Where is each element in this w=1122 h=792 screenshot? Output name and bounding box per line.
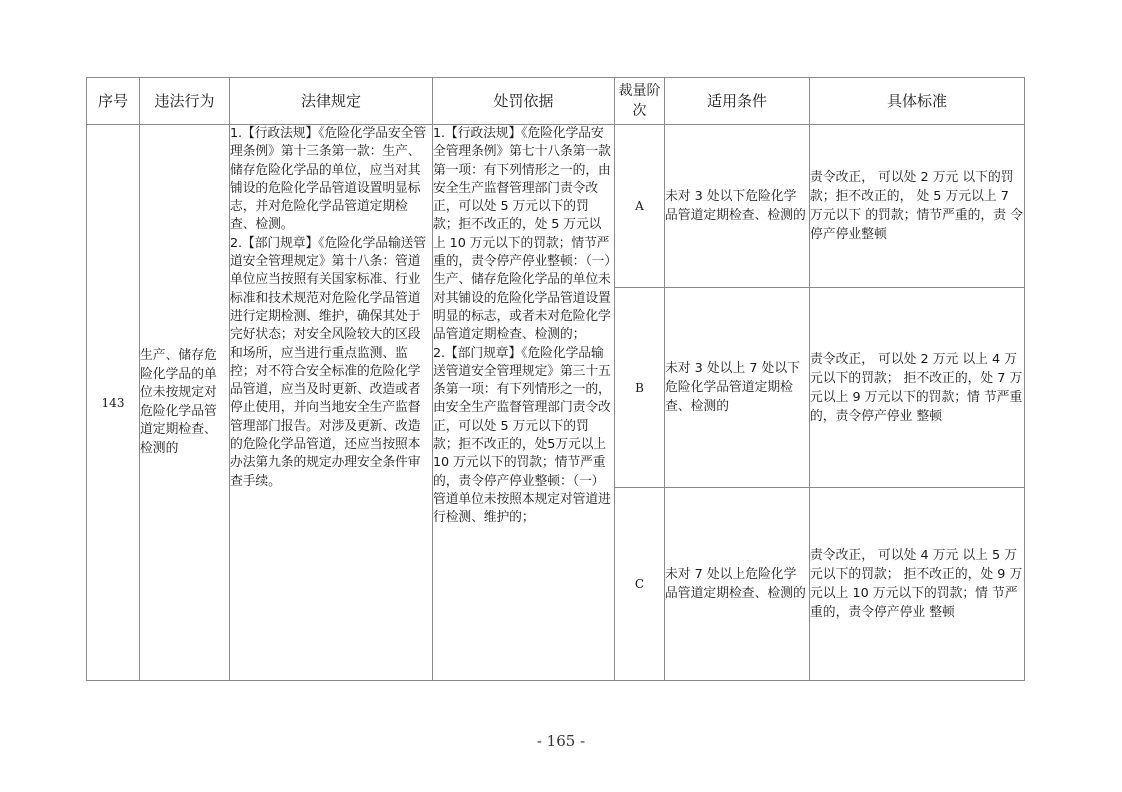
regulation-table [86, 77, 1025, 681]
header-row [87, 78, 1025, 125]
law-provisions [230, 125, 433, 681]
header-number: 序号 [87, 78, 140, 125]
header-violation: 违法行为 [140, 78, 230, 125]
table-header [87, 78, 1025, 125]
basis-paragraph: 1.【行政法规】《危险化学品安全管理条例》第七十八条第一款第一项：有下列情形之一的，由安全生产监督管理部门责令改正，可以处 5 万元以下的罚款；拒不改正的，处 5 万元以上 10 万元以下的罚款；情节严重的，责令停产停业整顿：（一）生产、储存危险化学品的单位未对其铺设的危险化学品管道设置明显的标志，或者未对危险化学品管道定期检查、检测的； [433, 126, 611, 343]
header-basis: 处罚依据 [433, 78, 615, 125]
header-level: 裁量阶次 [615, 78, 665, 125]
violation-text: 生产、储存危险化学品的单位未按规定对危险化学品管道定期检查、检测的 [140, 125, 230, 681]
tier-condition: 未对 7 处以上危险化学品管道定期检查、检测的 [665, 488, 810, 681]
table-row [87, 125, 1025, 288]
header-standard: 具体标准 [810, 78, 1025, 125]
basis-paragraph: 2.【部门规章】《危险化学品输送管道安全管理规定》第三十五条第一项：有下列情形之一的，由安全生产监督管理部门责令改正，可以处 5 万元以下的罚款；拒不改正的，处5万元以上 10 万元以下的罚款；情节严重的，责令停产停业整顿：（一）管道单位未按照本规定对管道进行检测、维护的； [433, 345, 611, 526]
tier-standard: 责令改正， 可以处 4 万元 以上 5 万元以下的罚款； 拒不改正的，处 9 万元以上 10 万元以下的罚款；情 节严重的，责令停产停业 整顿 [810, 488, 1025, 681]
tier-level: C [615, 488, 665, 681]
tier-condition: 未对 3 处以下危险化学品管道定期检查、检测的 [665, 125, 810, 288]
law-paragraph: 1.【行政法规】《危险化学品安全管理条例》第十三条第一款：生产、储存危险化学品的单位，应当对其铺设的危险化学品管道设置明显标志，并对危险化学品管道定期检查、检测。 [230, 126, 427, 233]
law-paragraph: 2.【部门规章】《危险化学品输送管道安全管理规定》第十八条：管道单位应当按照有关国家标准、行业标准和技术规范对危险化学品管道进行定期检测、维护，确保其处于完好状态；对安全风险较大的区段和场所，应当进行重点监测、监控；对不符合安全标准的危险化学品管道，应当及时更新、改造或者停止使用，并向当地安全生产监督管理部门报告。对涉及更新、改造的危险化学品管道，还应当按照本办法第九条的规定办理安全条件审查手续。 [230, 235, 427, 489]
row-number: 143 [87, 125, 140, 681]
page-number: - 165 - [536, 732, 586, 750]
tier-standard: 责令改正， 可以处 2 万元 以下的罚款；拒不改正的， 处 5 万元以上 7 万元以下 的罚款；情节严重的，责 令停产停业整顿 [810, 125, 1025, 288]
penalty-basis [433, 125, 615, 681]
tier-condition: 未对 3 处以上 7 处以下危险化学品管道定期检查、检测的 [665, 288, 810, 488]
tier-level: A [615, 125, 665, 288]
header-condition: 适用条件 [665, 78, 810, 125]
tier-standard: 责令改正， 可以处 2 万元 以上 4 万元以下的罚款； 拒不改正的，处 7 万元以上 9 万元以下的罚款；情 节严重的，责令停产停业 整顿 [810, 288, 1025, 488]
header-law: 法律规定 [230, 78, 433, 125]
table-body [87, 125, 1025, 681]
tier-level: B [615, 288, 665, 488]
